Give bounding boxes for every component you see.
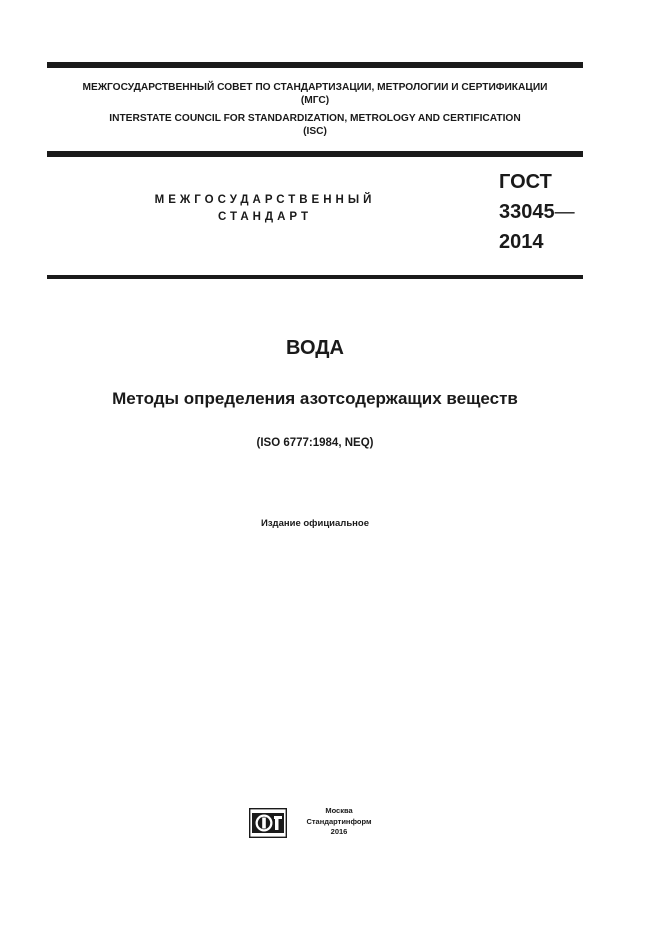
- publisher-info: [296, 806, 382, 838]
- council-ru-line1: МЕЖГОСУДАРСТВЕННЫЙ СОВЕТ ПО СТАНДАРТИЗАЦИИ, МЕТРОЛОГИИ И СЕРТИФИКАЦИИ: [82, 82, 548, 93]
- council-ru-line2: (МГС): [300, 95, 330, 106]
- publisher-year: 2016: [330, 827, 348, 836]
- gost-number: 33045: [499, 201, 555, 223]
- standartinform-logo-icon: [249, 808, 287, 838]
- edition-label: Издание официальное: [261, 518, 369, 529]
- gost-label: ГОСТ: [499, 171, 552, 193]
- standard-type-line2: СТАНДАРТ: [218, 211, 312, 223]
- publisher-city: Москва: [325, 806, 353, 815]
- gost-dash: —: [554, 201, 575, 223]
- top-rule: [47, 62, 583, 68]
- iso-reference: (ISO 6777:1984, NEQ): [256, 437, 374, 449]
- document-title: ВОДА: [286, 337, 344, 359]
- council-header: [47, 81, 583, 138]
- standard-rule: [47, 275, 583, 279]
- header-rule: [47, 151, 583, 157]
- council-en-line1: INTERSTATE COUNCIL FOR STANDARDIZATION, METROLOGY AND CERTIFICATION: [109, 113, 521, 124]
- standard-type: [110, 194, 420, 223]
- standard-type-line1: МЕЖГОСУДАРСТВЕННЫЙ: [154, 194, 376, 206]
- gost-number-line: [499, 197, 575, 227]
- gost-designation: [499, 167, 575, 257]
- document-subtitle: Методы определения азотсодержащих веществ: [112, 389, 518, 408]
- gost-year: 2014: [499, 231, 544, 253]
- publisher-name: Стандартинформ: [306, 816, 372, 826]
- council-en-line2: (ISC): [303, 126, 327, 137]
